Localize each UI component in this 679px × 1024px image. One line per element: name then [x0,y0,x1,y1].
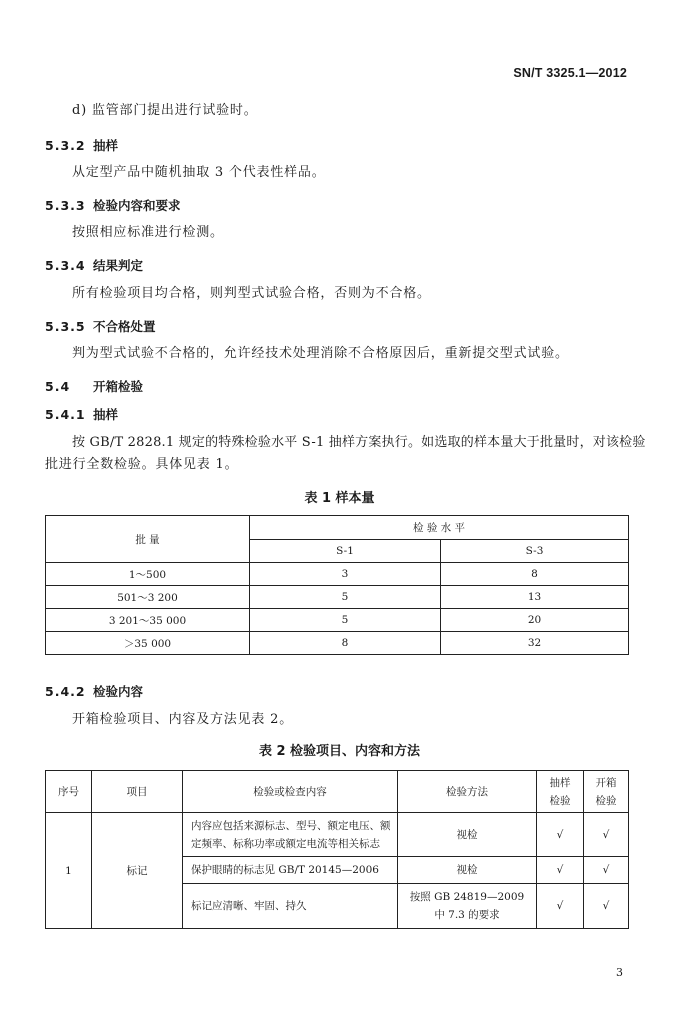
heading-5-3-4 [45,256,143,274]
col-header-method: 检验方法 [398,771,537,813]
heading-title: 不合格处置 [93,319,156,334]
cell-s1: 8 [250,632,441,655]
table-row [46,586,629,609]
heading-title: 开箱检验 [93,379,144,394]
cell-sample-check: √ [537,857,584,884]
table-row [46,813,629,857]
cell-seq: 1 [46,813,92,929]
table-row [46,609,629,632]
cell-s1: 5 [250,586,441,609]
heading-title: 检验内容 [93,684,144,699]
cell-s3: 32 [441,632,629,655]
cell-s3: 13 [441,586,629,609]
cell-batch: 1～500 [46,563,250,586]
heading-5-4-2 [45,682,143,700]
cell-content: 保护眼睛的标志见 GB/T 20145—2006 [183,857,398,884]
cell-batch: ＞35 000 [46,632,250,655]
cell-batch: 501～3 200 [46,586,250,609]
cell-method: 视检 [398,857,537,884]
header-line: 开箱 [595,776,617,789]
header-line: 检验 [595,794,617,807]
cell-item: 标记 [92,813,183,929]
table-2 [45,770,629,929]
cell-open-check: √ [584,813,629,857]
method-line: 中 7.3 的要求 [434,909,500,921]
cell-s3: 20 [441,609,629,632]
col-header-s1: S-1 [250,540,441,563]
header-line: 抽样 [549,776,571,789]
heading-number: 5.3.3 [45,198,86,213]
col-header-open [584,771,629,813]
cell-method [398,884,537,929]
page-number: 3 [616,966,623,979]
cell-content: 标记应清晰、牢固、持久 [183,884,398,929]
item-d: d) 监管部门提出进行试验时。 [72,103,258,118]
cell-open-check: √ [584,857,629,884]
heading-number: 5.4.2 [45,684,86,699]
method-line: 按照 GB 24819—2009 [409,891,525,903]
paragraph: 判为型式试验不合格的，允许经技术处理消除不合格原因后，重新提交型式试验。 [72,346,569,361]
heading-5-4 [45,377,143,395]
cell-sample-check: √ [537,813,584,857]
heading-title: 抽样 [93,407,119,422]
col-header-s3: S-3 [441,540,629,563]
cell-open-check: √ [584,884,629,929]
paragraph: 从定型产品中随机抽取 3 个代表性样品。 [72,165,326,180]
cell-method: 视检 [398,813,537,857]
header-line: 检验 [549,794,571,807]
heading-5-4-1 [45,405,118,423]
paragraph: 按 GB/T 2828.1 规定的特殊检验水平 S-1 抽样方案执行。如选取的样本量大于批量时，对该检验 [72,435,646,450]
col-header-content: 检验或检查内容 [183,771,398,813]
table-2-caption: 表 2 检验项目、内容和方法 [258,744,421,759]
cell-s1: 5 [250,609,441,632]
heading-title: 抽样 [93,138,119,153]
col-header-sample [537,771,584,813]
heading-number: 5.3.4 [45,258,86,273]
col-header-seq: 序号 [46,771,92,813]
heading-number: 5.3.2 [45,138,86,153]
heading-number: 5.4.1 [45,407,86,422]
table-row [46,632,629,655]
heading-number: 5.4 [45,379,71,394]
heading-title: 检验内容和要求 [93,198,181,213]
col-header-batch: 批 量 [46,516,250,563]
cell-content: 内容应包括来源标志、型号、额定电压、额定频率、标称功率或额定电流等相关标志 [183,813,398,857]
cell-s1: 3 [250,563,441,586]
table-row [46,563,629,586]
paragraph: 开箱检验项目、内容及方法见表 2。 [72,712,294,727]
col-header-item: 项目 [92,771,183,813]
heading-number: 5.3.5 [45,319,86,334]
cell-s3: 8 [441,563,629,586]
cell-batch: 3 201～35 000 [46,609,250,632]
heading-5-3-3 [45,196,181,214]
heading-5-3-2 [45,136,118,154]
table-1-caption: 表 1 样本量 [304,491,375,506]
paragraph: 批进行全数检验。具体见表 1。 [45,457,239,472]
col-header-level: 检 验 水 平 [250,516,629,540]
table-1 [45,515,629,655]
paragraph: 所有检验项目均合格，则判型式试验合格，否则为不合格。 [72,286,431,301]
standard-code: SN/T 3325.1—2012 [513,66,627,80]
cell-sample-check: √ [537,884,584,929]
paragraph: 按照相应标准进行检测。 [72,225,224,240]
heading-title: 结果判定 [93,258,144,273]
heading-5-3-5 [45,317,156,335]
